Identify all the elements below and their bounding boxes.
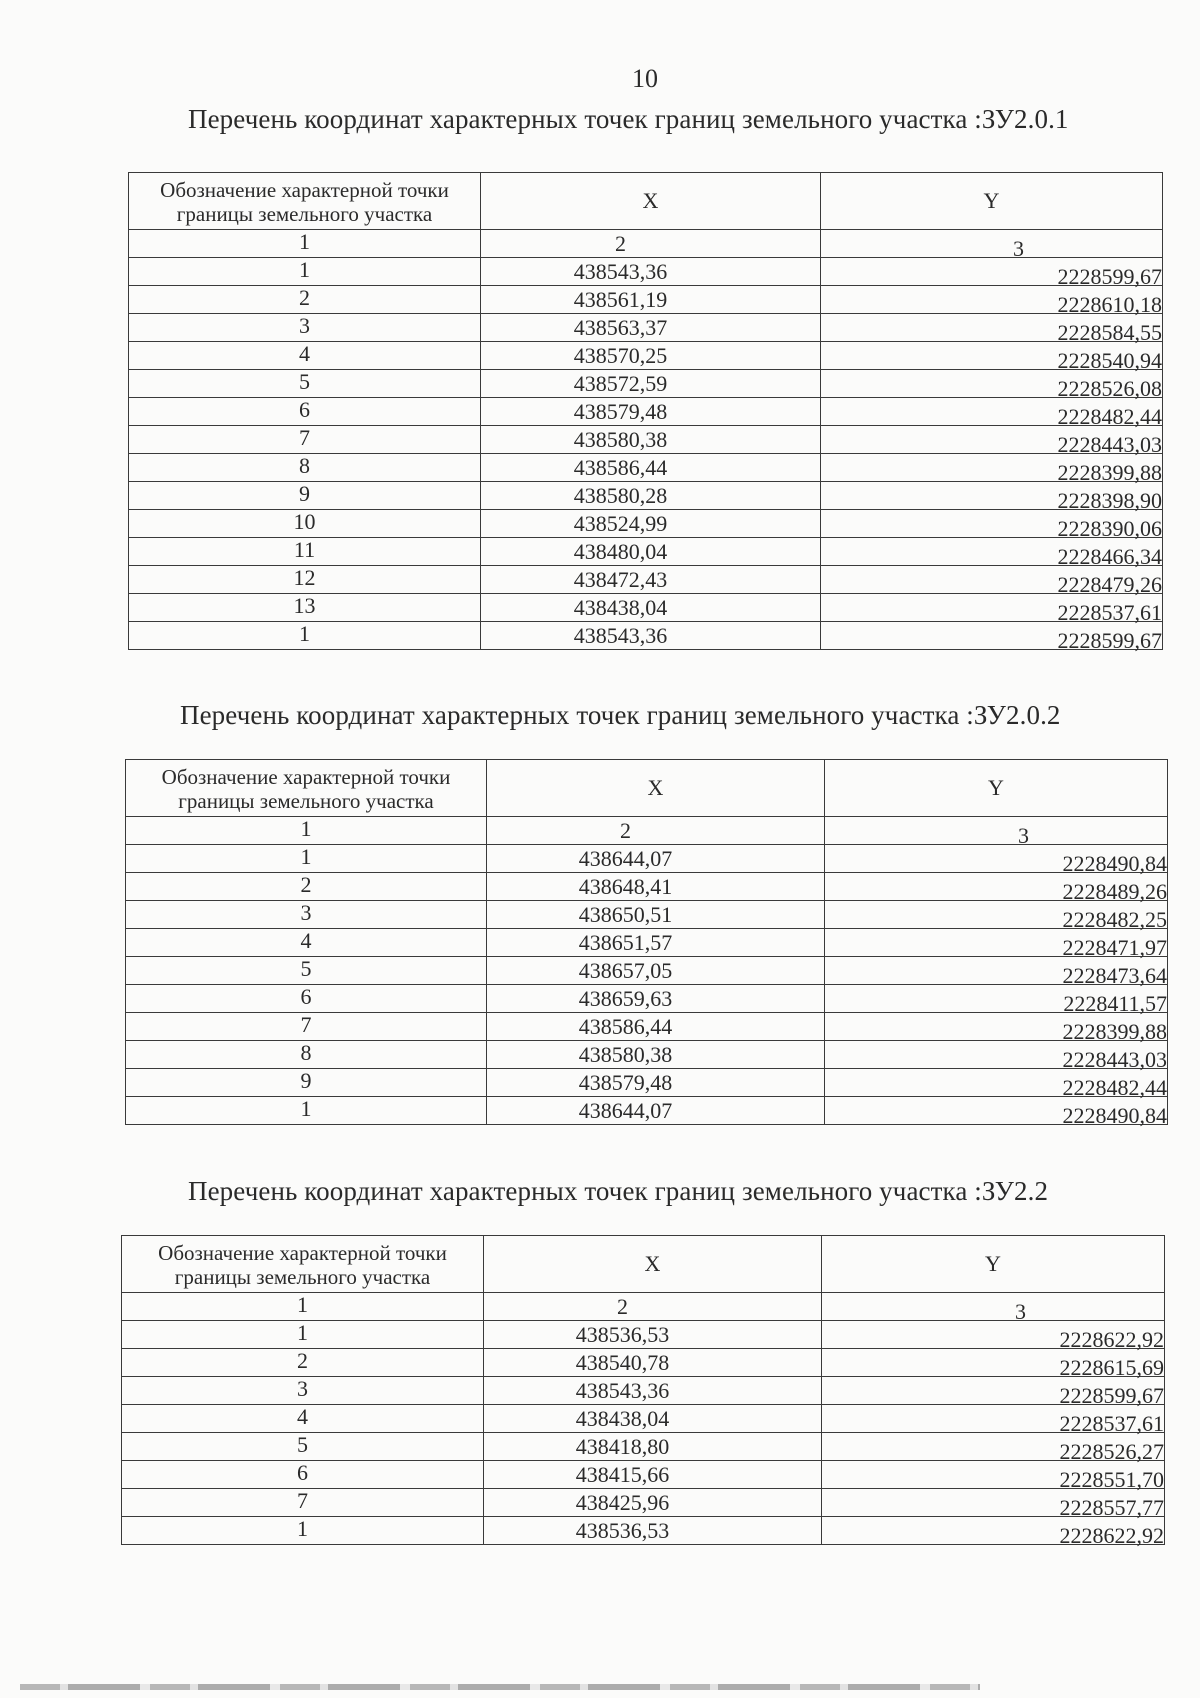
x-coordinate-cell [481,566,821,594]
x-coordinate-cell [487,1069,825,1097]
table-row [122,1405,1165,1433]
point-id-cell [129,594,481,622]
y-coordinate-cell [821,258,1163,289]
x-coordinate-cell [481,594,821,622]
column-number [126,817,487,845]
table-row [129,398,1163,426]
point-id: 12 [293,565,316,590]
y-coordinate: 2228411,57 [1063,991,1167,1016]
y-coordinate-cell [821,622,1163,653]
y-coordinate-cell [822,1489,1165,1520]
point-id-cell [126,1013,487,1041]
table-row [129,454,1163,482]
column-number-row [129,230,1163,258]
x-coordinate-cell [487,873,825,901]
y-coordinate: 2228490,84 [1062,1103,1167,1128]
header-row [122,1236,1165,1293]
table-row [129,342,1163,370]
y-coordinate: 2228482,25 [1062,907,1167,932]
x-coordinate-cell [487,1097,825,1125]
header-point-label: Обозначение характерной точки границы земельного участка [122,1236,484,1293]
x-coordinate: 438561,19 [573,287,668,312]
table-row [122,1321,1165,1349]
column-number-text: 2 [620,818,631,843]
column-number-text: 1 [299,229,310,254]
x-coordinate-cell [484,1321,822,1349]
point-id: 7 [300,1012,312,1037]
point-id: 9 [300,1068,312,1093]
column-number [129,230,481,258]
table-body [129,229,1163,653]
y-coordinate: 2228482,44 [1062,1075,1167,1100]
point-id-cell [129,258,481,286]
y-coordinate: 2228473,64 [1062,963,1167,988]
table-row [122,1489,1165,1517]
point-id: 7 [299,425,310,450]
y-coordinate-cell [825,929,1168,960]
y-coordinate-cell [821,314,1163,345]
table-row [126,901,1168,929]
header-point-label: Обозначение характерной точки границы земельного участка [129,173,481,230]
page-number: 10 [632,64,658,93]
point-id-cell [126,873,487,901]
table-row [129,314,1163,342]
x-coordinate: 438543,36 [573,259,668,284]
y-coordinate-cell [821,566,1163,597]
y-coordinate: 2228471,97 [1062,935,1167,960]
point-id-cell [129,538,481,566]
table-header [122,1236,1165,1293]
column-number-text: 3 [1018,823,1029,848]
x-coordinate: 438536,53 [575,1518,670,1543]
point-id-cell [129,342,481,370]
x-coordinate-cell [481,398,821,426]
y-coordinate-cell [822,1461,1165,1492]
x-coordinate: 438438,04 [573,595,668,620]
table-row [129,258,1163,286]
point-id-cell [126,845,487,873]
point-id: 5 [297,1432,308,1457]
y-coordinate-cell [821,370,1163,401]
point-id-cell [129,566,481,594]
y-coordinate: 2228615,69 [1059,1355,1164,1380]
column-number-text: 3 [1015,1299,1026,1324]
x-coordinate: 438579,48 [578,1070,673,1095]
x-coordinate: 438543,36 [573,623,668,648]
y-coordinate-cell [821,454,1163,485]
point-id-cell [126,1041,487,1069]
header-point-label: Обозначение характерной точки границы земельного участка [126,760,487,817]
column-number [487,817,825,845]
y-coordinate: 2228610,18 [1057,292,1162,317]
x-coordinate-cell [481,454,821,482]
table-row [129,286,1163,314]
table-row [129,566,1163,594]
point-id-cell [122,1405,484,1433]
x-coordinate: 438418,80 [575,1434,670,1459]
x-coordinate-cell [487,957,825,985]
table-title: Перечень координат характерных точек границ земельного участка :ЗУ2.0.1 [188,104,1069,134]
x-coordinate-cell [487,985,825,1013]
y-coordinate-cell [821,426,1163,457]
point-id-cell [129,370,481,398]
x-coordinate-cell [487,929,825,957]
scan-edge [20,1684,980,1690]
point-id: 1 [300,844,312,869]
x-coordinate-cell [484,1517,822,1545]
column-number [825,817,1168,848]
point-id: 9 [299,481,310,506]
y-coordinate: 2228398,90 [1057,488,1162,513]
x-coordinate-cell [484,1461,822,1489]
table-row [126,1041,1168,1069]
column-number-text: 1 [297,1292,308,1317]
x-coordinate: 438659,63 [578,986,673,1011]
y-coordinate-cell [825,1097,1168,1128]
y-coordinate: 2228466,34 [1057,544,1162,569]
y-coordinate: 2228526,27 [1059,1439,1164,1464]
y-coordinate-cell [821,398,1163,429]
point-id: 4 [300,928,312,953]
y-coordinate: 2228399,88 [1057,460,1162,485]
column-number [484,1293,822,1321]
y-coordinate-cell [821,286,1163,317]
column-number-row [126,817,1168,845]
point-id: 5 [300,956,312,981]
table-title: Перечень координат характерных точек границ земельного участка :ЗУ2.0.2 [180,700,1061,730]
y-coordinate: 2228399,88 [1062,1019,1167,1044]
x-coordinate-cell [487,901,825,929]
y-coordinate: 2228443,03 [1062,1047,1167,1072]
y-coordinate: 2228599,67 [1057,628,1162,653]
point-id-cell [122,1349,484,1377]
y-coordinate-cell [821,342,1163,373]
y-coordinate: 2228622,92 [1059,1523,1164,1548]
x-coordinate: 438586,44 [573,455,668,480]
point-id: 1 [299,621,310,646]
point-id: 1 [297,1320,308,1345]
table-row [126,1013,1168,1041]
y-coordinate: 2228526,08 [1057,376,1162,401]
y-coordinate: 2228490,84 [1062,851,1167,876]
table-body [122,1292,1165,1548]
table-row [122,1377,1165,1405]
table-row [122,1517,1165,1545]
table-row [129,538,1163,566]
x-coordinate: 438644,07 [578,1098,673,1123]
column-number-text: 2 [615,231,626,256]
point-id-cell [126,985,487,1013]
point-id: 3 [300,900,312,925]
table-row [126,929,1168,957]
x-coordinate-cell [481,426,821,454]
table-row [126,873,1168,901]
x-coordinate-cell [481,342,821,370]
point-id: 6 [299,397,310,422]
x-coordinate: 438563,37 [573,315,668,340]
point-id-cell [129,398,481,426]
x-coordinate: 438540,78 [575,1350,670,1375]
y-coordinate-cell [821,594,1163,625]
y-coordinate-cell [822,1377,1165,1408]
x-coordinate-cell [481,286,821,314]
point-id: 1 [299,257,310,282]
y-coordinate-cell [825,873,1168,904]
x-coordinate-cell [484,1405,822,1433]
table-row [126,1097,1168,1125]
y-coordinate: 2228551,70 [1059,1467,1164,1492]
y-coordinate: 2228479,26 [1057,572,1162,597]
x-coordinate-cell [481,258,821,286]
x-coordinate: 438650,51 [578,902,673,927]
column-number-text: 3 [1013,236,1024,261]
y-coordinate: 2228599,67 [1059,1383,1164,1408]
column-number [122,1293,484,1321]
point-id-cell [129,286,481,314]
y-coordinate: 2228443,03 [1057,432,1162,457]
table-body [126,816,1168,1128]
y-coordinate-cell [822,1405,1165,1436]
x-coordinate: 438425,96 [575,1490,670,1515]
x-coordinate-cell [481,370,821,398]
header-y: Y [822,1236,1165,1293]
table-row [126,1069,1168,1097]
y-coordinate-cell [822,1433,1165,1464]
x-coordinate-cell [487,845,825,873]
y-coordinate: 2228584,55 [1057,320,1162,345]
table-row [129,622,1163,650]
point-id-cell [122,1461,484,1489]
x-coordinate: 438586,44 [578,1014,673,1039]
x-coordinate: 438657,05 [578,958,673,983]
x-coordinate-cell [484,1489,822,1517]
x-coordinate: 438648,41 [578,874,673,899]
y-coordinate-cell [821,538,1163,569]
y-coordinate: 2228489,26 [1062,879,1167,904]
point-id-cell [122,1321,484,1349]
x-coordinate: 438580,38 [578,1042,673,1067]
point-id: 1 [300,1096,312,1121]
table-row [126,957,1168,985]
y-coordinate-cell [821,482,1163,513]
table-row [122,1349,1165,1377]
point-id: 4 [299,341,310,366]
point-id: 2 [299,285,310,310]
point-id-cell [126,957,487,985]
x-coordinate: 438644,07 [578,846,673,871]
y-coordinate-cell [825,901,1168,932]
point-id-cell [122,1377,484,1405]
x-coordinate: 438415,66 [575,1462,670,1487]
column-number-row [122,1293,1165,1321]
y-coordinate-cell [825,1013,1168,1044]
point-id: 7 [297,1488,308,1513]
table-row [122,1433,1165,1461]
x-coordinate-cell [484,1377,822,1405]
point-id: 2 [300,872,312,897]
point-id-cell [129,454,481,482]
table-row [129,482,1163,510]
coordinates-table [121,1235,1165,1548]
coordinates-table [125,759,1168,1128]
point-id-cell [126,1097,487,1125]
x-coordinate: 438572,59 [573,371,668,396]
table-header [126,760,1168,817]
x-coordinate-cell [484,1433,822,1461]
point-id-cell [129,426,481,454]
point-id: 8 [300,1040,312,1065]
y-coordinate-cell [825,1041,1168,1072]
point-id: 2 [297,1348,308,1373]
column-number [821,230,1163,261]
table-row [126,845,1168,873]
x-coordinate: 438570,25 [573,343,668,368]
table-row [129,370,1163,398]
y-coordinate-cell [825,845,1168,876]
y-coordinate-cell [822,1517,1165,1548]
point-id-cell [129,482,481,510]
table-header [129,173,1163,230]
y-coordinate: 2228557,77 [1059,1495,1164,1520]
point-id-cell [129,510,481,538]
point-id: 3 [299,313,310,338]
table-row [129,510,1163,538]
x-coordinate: 438580,38 [573,427,668,452]
x-coordinate: 438579,48 [573,399,668,424]
table-row [122,1461,1165,1489]
table-row [129,594,1163,622]
point-id: 1 [297,1516,308,1541]
x-coordinate: 438580,28 [573,483,668,508]
x-coordinate-cell [487,1013,825,1041]
column-number [822,1293,1165,1324]
y-coordinate-cell [822,1349,1165,1380]
point-id: 6 [297,1460,308,1485]
header-x: X [487,760,825,817]
y-coordinate-cell [825,957,1168,988]
y-coordinate: 2228482,44 [1057,404,1162,429]
point-id-cell [126,1069,487,1097]
header-x: X [484,1236,822,1293]
y-coordinate: 2228537,61 [1059,1411,1164,1436]
point-id: 11 [293,537,316,562]
x-coordinate-cell [487,1041,825,1069]
y-coordinate: 2228540,94 [1057,348,1162,373]
point-id: 3 [297,1376,308,1401]
x-coordinate: 438480,04 [573,539,668,564]
x-coordinate: 438536,53 [575,1322,670,1347]
point-id-cell [129,314,481,342]
x-coordinate: 438543,36 [575,1378,670,1403]
header-y: Y [825,760,1168,817]
header-row [126,760,1168,817]
point-id: 6 [300,984,312,1009]
y-coordinate-cell [825,1069,1168,1100]
y-coordinate-cell [822,1321,1165,1352]
y-coordinate-cell [821,510,1163,541]
column-number-text: 2 [617,1294,628,1319]
x-coordinate: 438651,57 [578,930,673,955]
y-coordinate: 2228390,06 [1057,516,1162,541]
x-coordinate: 438472,43 [573,567,668,592]
point-id: 4 [297,1404,308,1429]
point-id-cell [126,901,487,929]
x-coordinate-cell [481,482,821,510]
table-row [129,426,1163,454]
coordinates-table [128,172,1163,653]
point-id: 10 [293,509,316,534]
x-coordinate-cell [481,510,821,538]
point-id: 8 [299,453,310,478]
point-id-cell [122,1433,484,1461]
point-id-cell [122,1517,484,1545]
x-coordinate-cell [484,1349,822,1377]
y-coordinate-cell [825,985,1168,1016]
x-coordinate-cell [481,538,821,566]
y-coordinate: 2228599,67 [1057,264,1162,289]
y-coordinate: 2228622,92 [1059,1327,1164,1352]
x-coordinate-cell [481,314,821,342]
column-number-text: 1 [300,816,312,841]
table-row [126,985,1168,1013]
y-coordinate: 2228537,61 [1057,600,1162,625]
point-id: 5 [299,369,310,394]
point-id: 13 [293,593,316,618]
point-id-cell [122,1489,484,1517]
x-coordinate: 438524,99 [573,511,668,536]
point-id-cell [129,622,481,650]
point-id-cell [126,929,487,957]
table-title: Перечень координат характерных точек границ земельного участка :ЗУ2.2 [188,1176,1049,1206]
header-row [129,173,1163,230]
column-number [481,230,821,258]
x-coordinate: 438438,04 [575,1406,670,1431]
header-x: X [481,173,821,230]
header-y: Y [821,173,1163,230]
x-coordinate-cell [481,622,821,650]
